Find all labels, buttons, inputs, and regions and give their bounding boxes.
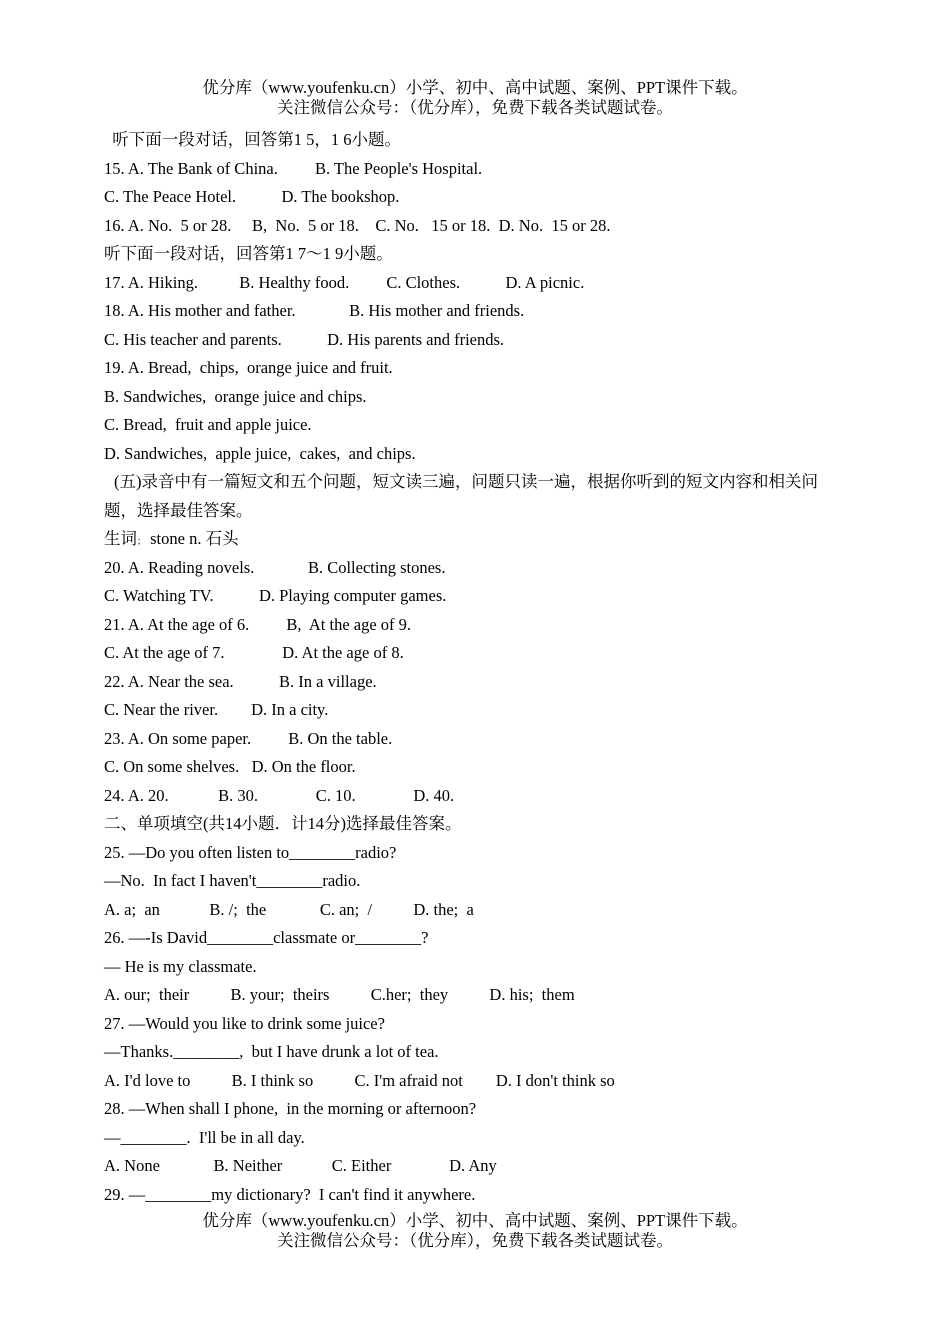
text-line: 21. A. At the age of 6. B, At the age of 9. <box>104 614 412 634</box>
text-line: C. His teacher and parents. D. His parents and friends. <box>104 329 505 349</box>
text-line: A. None B. Neither C. Either D. Any <box>104 1156 497 1175</box>
text-line: A. a; an B. /; the C. an; / D. the; a <box>104 899 474 919</box>
header-line-1: 优分库（www.youfenku.cn）小学、初中、高中试题、案例、PPT课件下载。 <box>202 78 748 97</box>
footer-line-2: 关注微信公众号：（优分库），免费下载各类试题试卷。 <box>277 1231 673 1250</box>
text-line: 20. A. Reading novels. B. Collecting stones. <box>104 557 446 577</box>
vocab-label: 生词 <box>104 529 137 548</box>
text-line: B. Sandwiches, orange juice and chips. <box>104 386 367 406</box>
text-line: D. Sandwiches, apple juice, cakes, and chips. <box>104 443 416 463</box>
section-two-heading: 二、单项填空(共14小题．计14分)选择最佳答案。 <box>104 814 462 833</box>
text-line: A. our; their B. your; theirs C.her; they D. his; them <box>104 985 575 1004</box>
text-line: C. At the age of 7. D. At the age of 8. <box>104 643 404 662</box>
text-line: —________. I'll be in all day. <box>104 1127 305 1147</box>
text-line: 26. —-Is David________classmate or________? <box>104 928 429 947</box>
page-header <box>0 78 950 118</box>
text-line: —No. In fact I haven't________radio. <box>104 871 361 890</box>
text-line: 25. —Do you often listen to________radio? <box>104 842 397 862</box>
text-line: 27. —Would you like to drink some juice? <box>104 1013 385 1033</box>
vocab-text: stone n. 石头 <box>146 529 239 548</box>
vocab-separator: ； <box>137 536 147 546</box>
text-line: C. On some shelves. D. On the floor. <box>104 757 356 776</box>
text-line: 17. A. Hiking. B. Healthy food. C. Clothes. D. A picnic. <box>104 272 585 292</box>
text-line: C. Bread, fruit and apple juice. <box>104 415 312 434</box>
text-line: C. The Peace Hotel. D. The bookshop. <box>104 187 400 206</box>
text-line: 28. —When shall I phone, in the morning or afternoon? <box>104 1099 477 1118</box>
text-line: 18. A. His mother and father. B. His mother and friends. <box>104 301 525 320</box>
text-line: C. Near the river. D. In a city. <box>104 700 329 719</box>
page-footer <box>0 1211 950 1251</box>
header-line-2: 关注微信公众号：（优分库），免费下载各类试题试卷。 <box>277 98 673 117</box>
vocab-line <box>104 525 844 554</box>
text-line: 22. A. Near the sea. B. In a village. <box>104 671 377 691</box>
text-line: 15. A. The Bank of China. B. The People's Hospital. <box>104 158 483 178</box>
text-line: C. Watching TV. D. Playing computer games. <box>104 586 447 605</box>
text-line: A. I'd love to B. I think so C. I'm afraid not D. I don't think so <box>104 1070 615 1090</box>
text-line: —Thanks.________, but I have drunk a lot of tea. <box>104 1042 439 1061</box>
text-line: 听下面一段对话，回答第1 7～1 9小题。 <box>104 244 393 263</box>
section-five-instructions: (五)录音中有一篇短文和五个问题，短文读三遍，问题只读一遍，根据你听到的短文内容和相关问题，选择最佳答案。 <box>104 472 818 520</box>
text-line: 24. A. 20. B. 30. C. 10. D. 40. <box>104 785 455 805</box>
text-line: 听下面一段对话，回答第1 5，1 6小题。 <box>104 130 401 149</box>
footer-line-1: 优分库（www.youfenku.cn）小学、初中、高中试题、案例、PPT课件下载。 <box>202 1211 748 1230</box>
text-line: 23. A. On some paper. B. On the table. <box>104 728 393 748</box>
text-line: 19. A. Bread, chips, orange juice and fruit. <box>104 358 393 377</box>
text-line: 16. A. No. 5 or 28. B, No. 5 or 18. C. No. 15 or 18. D. No. 15 or 28. <box>104 215 611 235</box>
text-line: — He is my classmate. <box>104 956 257 976</box>
text-line: 29. —________my dictionary? I can't find it anywhere. <box>104 1184 476 1204</box>
document-body <box>104 126 844 1209</box>
